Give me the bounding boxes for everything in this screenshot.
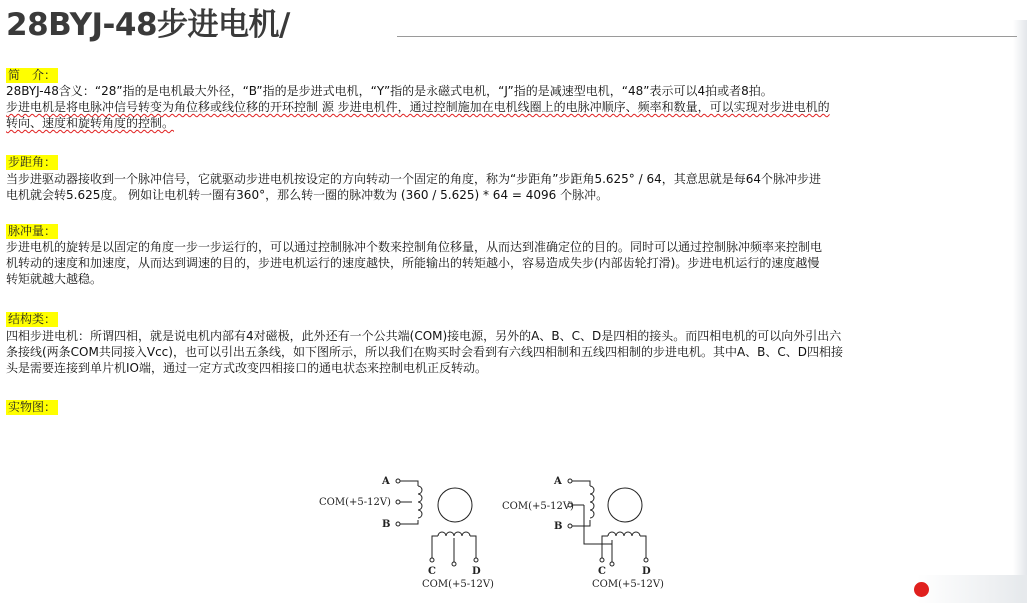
step-angle-line-2: 电机就会转5.625度。 例如让电机转一圈有360°，那么转一圈的脉冲数为 (360 / 5.625) * 64 = 4096 个脉冲。 [6,188,609,202]
left-label-a: A [382,476,390,487]
right-label-a: A [554,476,562,487]
left-rotor [438,488,472,522]
pulse-line-3: 转矩就越大越稳。 [6,272,103,286]
step-angle-line-1: 当步进驱动器接收到一个脉冲信号，它就驱动步进电机按设定的方向转动一个固定的角度，称为“步距角”步距角5.625° / 64，其意思就是每64个脉冲步进 [6,172,822,186]
right-com-bridge [584,505,612,544]
left-wire-d [470,536,476,558]
structure-line-3: 头是需要连接到单片机IO端，通过一定方式改变四相接口的通电状态来控制电机正反转动。 [6,361,487,375]
intro-line-2: 步进电机是将电脉冲信号转变为角位移或线位移的开环控制 源 步进电机件，通过控制施加在电机线圈上的电脉冲顺序、频率和数量，可以实现对步进电机的 [6,100,830,114]
left-label-d: D [472,566,481,577]
section-step-angle-text [6,171,1018,203]
left-coil-cd [438,532,470,536]
pulse-line-2: 机转动的速度和加速度，从而达到调速的目的，步进电机运行的速度越快，所能输出的转矩越小，容易造成失步(内部齿轮打滑)。步进电机运行的速度越慢 [6,256,820,270]
left-wire-c [432,536,438,558]
right-coil-ab [590,486,594,518]
left-label-b: B [382,519,391,530]
right-label-c: C [598,566,606,577]
structure-line-2: 条接线(两条COM共同接入Vcc)，也可以引出五条线，如下图所示，所以我们在购买时会看到有六线四相制和五线四相制的步进电机。其中A、B、C、D四相接 [6,345,844,359]
left-terminal-b [396,522,400,526]
right-terminal-com-bottom [610,562,614,566]
left-terminal-d [474,558,478,562]
right-label-com-bottom: COM(+5-12V) [592,579,664,590]
section-label-pulse: 脉冲量： [8,224,57,238]
right-wire-c [602,536,608,558]
right-wire-a [572,481,590,486]
right-label-d: D [642,566,651,577]
laser-pointer-dot [914,582,929,597]
right-label-b: B [554,521,563,532]
stepper-wiring-diagram [300,460,700,603]
right-terminal-b [568,524,572,528]
intro-line-1: 28BYJ-48含义：“28”指的是电机最大外径，“B”指的是步进式电机，“Y”指的是永磁式电机，“J”指的是减速型电机，“48”表示可以4拍或者8拍。 [6,84,773,98]
title-divider [397,36,1017,37]
left-label-c: C [428,566,436,577]
right-label-com-top: COM(+5-12V) [502,501,574,512]
section-structure-text [6,328,1018,376]
left-wire-b [400,520,418,524]
left-terminal-c [430,558,434,562]
section-intro-text [6,83,1018,131]
intro-line-3: 转向、速度和旋转角度的控制。 [6,116,175,130]
right-terminal-d [644,558,648,562]
left-terminal-com-bottom [452,562,456,566]
left-terminal-a [396,479,400,483]
section-label-step-angle: 步距角： [8,155,57,169]
section-pulse-text [6,239,1018,287]
left-label-com-bottom: COM(+5-12V) [422,579,494,590]
six-wire-diagram [502,476,664,590]
right-coil-cd [608,532,640,536]
section-label-intro: 简 介： [8,68,57,82]
structure-line-1: 四相步进电机：所谓四相，就是说电机内部有4对磁极，此外还有一个公共端(COM)接电源，另外的A、B、C、D是四相的接头。而四相电机的可以向外引出六 [6,329,842,343]
page-title: 28BYJ-48步进电机/ [6,7,290,43]
pulse-line-1: 步进电机的旋转是以固定的角度一步一步运行的，可以通过控制脉冲个数来控制角位移量，从而达到准确定位的目的。同时可以通过控制脉冲频率来控制电 [6,240,823,254]
right-rotor [608,488,642,522]
left-coil-ab [418,486,422,518]
section-label-photo: 实物图： [8,400,57,414]
corner-shade [917,575,1027,603]
right-terminal-a [568,479,572,483]
right-wire-b [572,520,590,526]
left-label-com-top: COM(+5-12V) [319,497,391,508]
left-terminal-com [396,500,400,504]
right-terminal-c [600,558,604,562]
section-label-structure: 结构类： [8,312,57,326]
right-wire-d [640,536,646,558]
left-wire-a [400,481,418,486]
five-wire-diagram [319,476,494,590]
